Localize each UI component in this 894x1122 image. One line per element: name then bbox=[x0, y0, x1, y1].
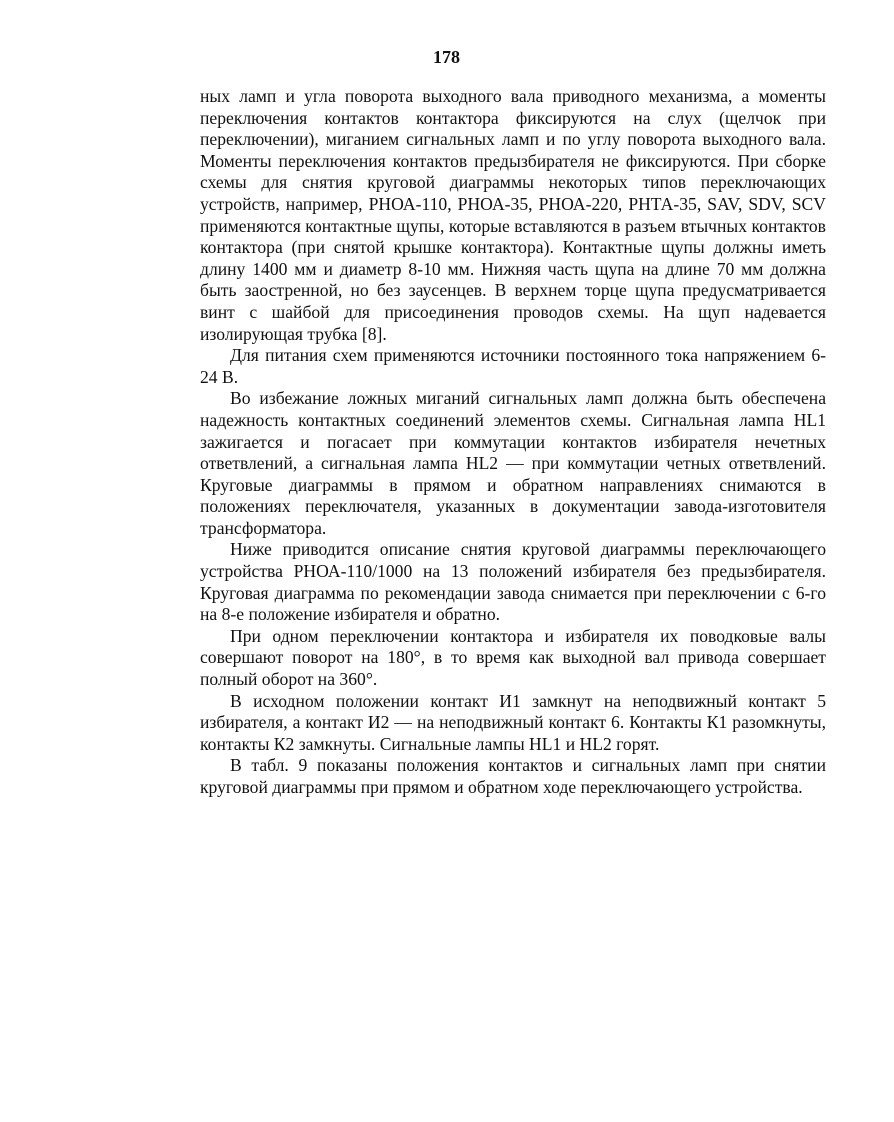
paragraph-6: В исходном положении контакт И1 замкнут на неподвижный контакт 5 избирателя, а контакт И2 — на неподвижный контакт 6. Контакты К1 разомкнуты, контакты К2 замкнуты. Сигнальные лампы HL1 и HL2 горят. bbox=[200, 690, 826, 754]
body-text bbox=[200, 86, 826, 799]
paragraph-1: ных ламп и угла поворота выходного вала приводного механизма, а моменты переключения контактов контактора фиксируются на слух (щелчок при переключении), миганием сигнальных ламп и по углу поворота выходного вала. Моменты переключения контактов предызбирателя не фиксируются. При сборке схемы для снятия круговой диаграммы некоторых типов переключающих устройств, например, РНОА-110, РНОА-35, РНОА-220, РНТА-35, SAV, SDV, SCV применяются контактные щупы, которые вставляются в разъем втычных контактов контактора (при снятой крышке контактора). Контактные щупы должны иметь длину 1400 мм и диаметр 8-10 мм. Нижняя часть щупа на длине 70 мм должна быть заостренной, но без заусенцев. В верхнем торце щупа предусматривается винт с шайбой для присоединения проводов схемы. На щуп надевается изолирующая трубка [8]. bbox=[200, 86, 826, 344]
paragraph-2: Для питания схем применяются источники постоянного тока напряжением 6-24 В. bbox=[200, 345, 826, 387]
page-number: 178 bbox=[433, 47, 460, 67]
paragraph-4: Ниже приводится описание снятия круговой диаграммы переключающего устройства РНОА-110/1000 на 13 положений избирателя без предызбирателя. Круговая диаграмма по рекомендации завода снимается при переключении с 6-го на 8-е положение избирателя и обратно. bbox=[200, 539, 826, 625]
paragraph-7: В табл. 9 показаны положения контактов и сигнальных ламп при снятии круговой диаграммы при прямом и обратном ходе переключающего устройства. bbox=[200, 755, 826, 797]
paragraph-5: При одном переключении контактора и избирателя их поводковые валы совершают поворот на 180°, в то время как выходной вал привода совершает полный оборот на 360°. bbox=[200, 625, 826, 690]
paragraph-3: Во избежание ложных миганий сигнальных ламп должна быть обеспечена надежность контактных соединений элементов схемы. Сигнальная лампа HL1 зажигается и погасает при коммутации контактов избирателя нечетных ответвлений, а сигнальная лампа HL2 — при коммутации четных ответвлений. Круговые диаграммы в прямом и обратном направлениях снимаются в положениях переключателя, указанных в документации завода-изготовителя трансформатора. bbox=[200, 388, 826, 538]
